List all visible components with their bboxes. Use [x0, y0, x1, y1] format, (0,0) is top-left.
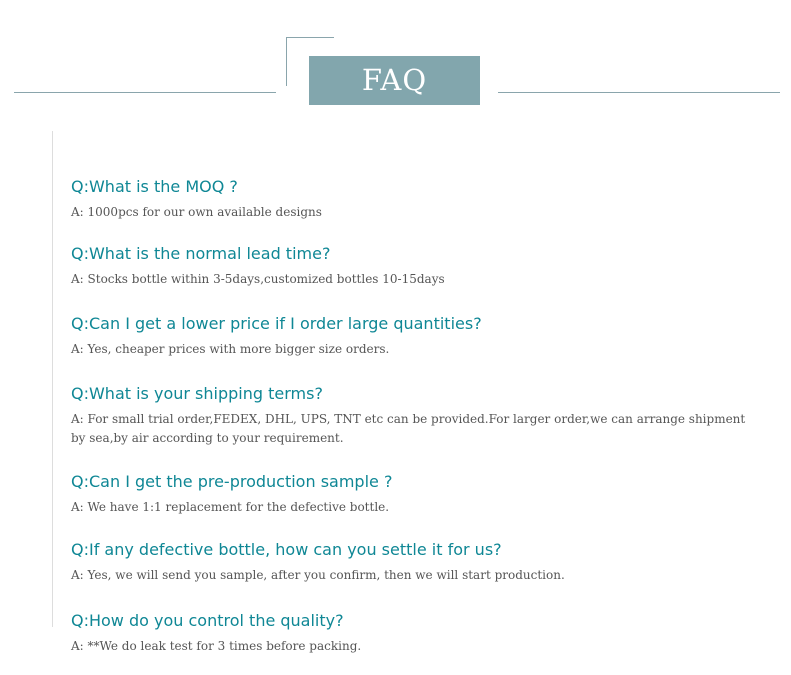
faq-title: FAQ — [309, 56, 480, 105]
faq-item — [71, 611, 751, 656]
faq-question: Q:If any defective bottle, how can you settle it for us? — [71, 540, 502, 559]
faq-answer: A: Stocks bottle within 3-5days,customized bottles 10-15days — [71, 272, 445, 286]
faq-question: Q:How do you control the quality? — [71, 611, 344, 630]
faq-question: Q:Can I get a lower price if I order large quantities? — [71, 314, 482, 333]
faq-item — [71, 472, 751, 517]
faq-question: Q:What is the MOQ ? — [71, 177, 238, 196]
faq-answer: A: Yes, we will send you sample, after you confirm, then we will start production. — [71, 568, 565, 582]
faq-answer: A: For small trial order,FEDEX, DHL, UPS, TNT etc can be provided.For larger order,we can arrange shipment by sea,by air according to your requirement. — [71, 412, 746, 445]
faq-question: Q:What is the normal lead time? — [71, 244, 331, 263]
faq-answer: A: Yes, cheaper prices with more bigger size orders. — [71, 342, 390, 356]
content-divider — [52, 131, 53, 627]
faq-answer: A: **We do leak test for 3 times before packing. — [71, 639, 362, 653]
faq-item — [71, 540, 751, 585]
faq-question: Q:What is your shipping terms? — [71, 384, 323, 403]
faq-question: Q:Can I get the pre-production sample ? — [71, 472, 393, 491]
faq-item — [71, 314, 751, 359]
faq-item — [71, 244, 751, 289]
faq-answer: A: We have 1:1 replacement for the defective bottle. — [71, 500, 390, 514]
faq-answer: A: 1000pcs for our own available designs — [71, 205, 322, 219]
header-divider-right — [498, 92, 780, 93]
header-divider-left — [14, 92, 276, 93]
faq-item — [71, 177, 751, 222]
faq-item — [71, 384, 751, 448]
